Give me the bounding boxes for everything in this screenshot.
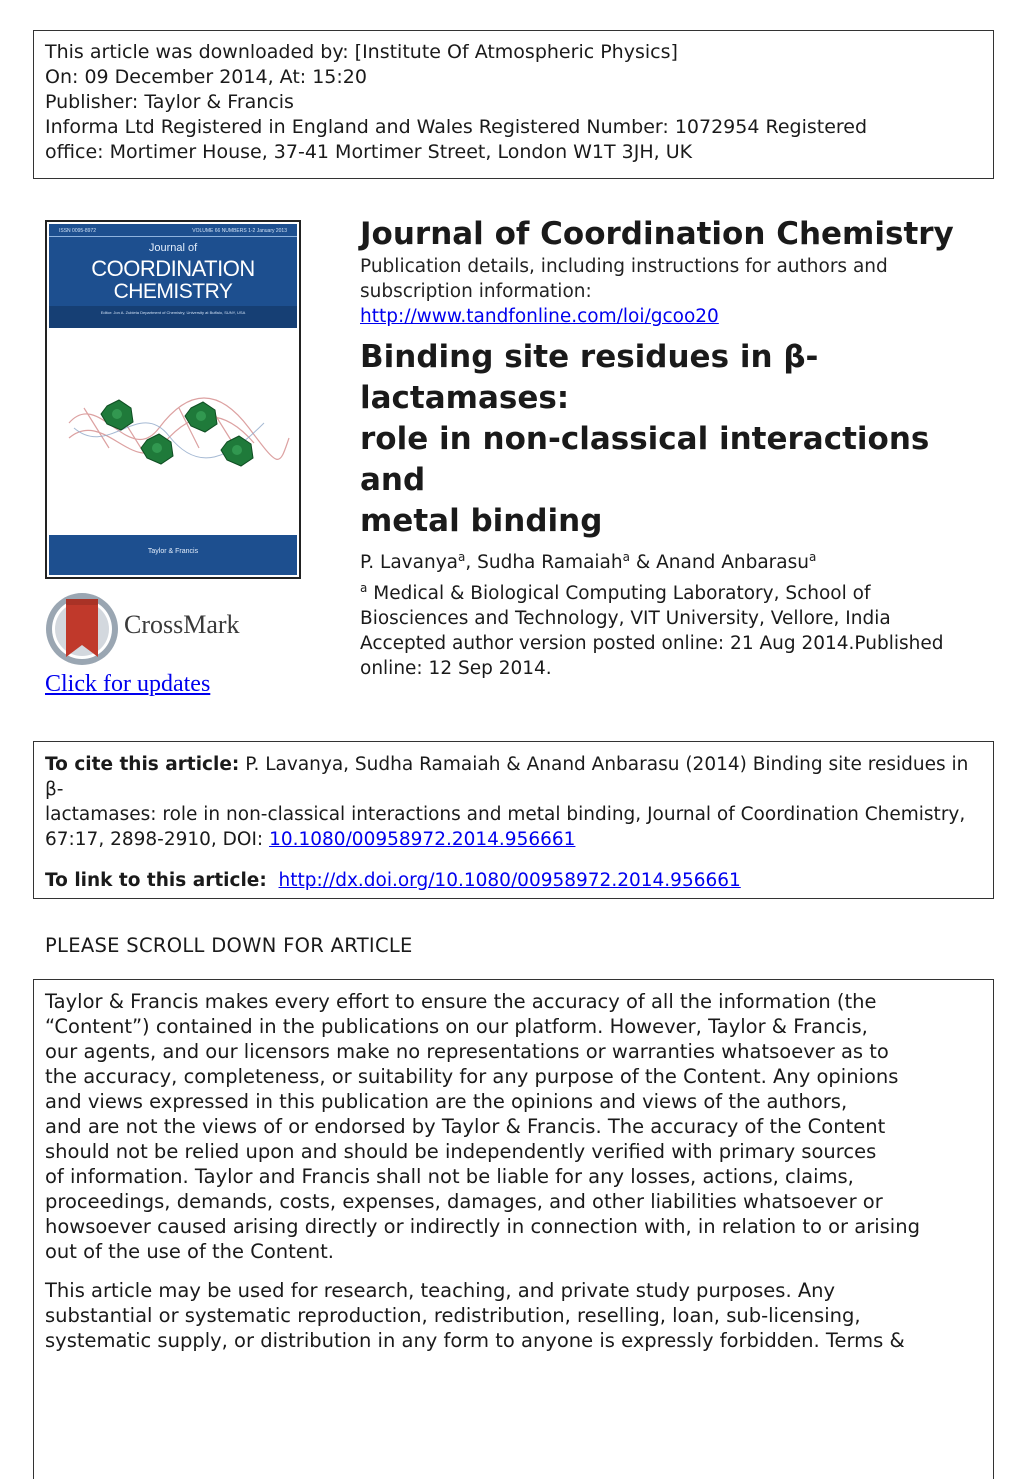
terms-line: the accuracy, completeness, or suitability for any purpose of the Content. Any opinions	[45, 1065, 899, 1088]
terms-line: should not be relied upon and should be independently verified with primary sources	[45, 1140, 877, 1163]
cover-title-line1: COORDINATION	[91, 256, 255, 281]
terms-line: of information. Taylor and Francis shall not be liable for any losses, actions, claims,	[45, 1165, 854, 1188]
terms-line: Taylor & Francis makes every effort to ensure the accuracy of all the information (the	[45, 990, 877, 1013]
article-title-line: role in non-classical interactions and	[360, 421, 930, 498]
link-label: To link to this article:	[45, 870, 267, 891]
download-notice-line: This article was downloaded by: [Institute Of Atmospheric Physics]	[45, 41, 678, 63]
terms-line: “Content”) contained in the publications on our platform. However, Taylor & Francis,	[45, 1015, 868, 1038]
cover-publisher-logo: Taylor & Francis	[147, 548, 199, 555]
doi-link[interactable]: 10.1080/00958972.2014.956661	[269, 829, 576, 850]
terms-line: howsoever caused arising directly or indirectly in connection with, in relation to or arising	[45, 1215, 920, 1238]
download-notice	[33, 30, 994, 179]
cite-text: lactamases: role in non-classical interactions and metal binding, Journal of Coordination Chemistry,	[45, 804, 966, 825]
affiliation-line: Biosciences and Technology, VIT University, Vellore, India	[360, 608, 891, 629]
terms-line: proceedings, demands, costs, expenses, damages, and other liabilities whatsoever or	[45, 1190, 883, 1213]
cover-header-band	[49, 224, 297, 328]
author-affiliation-mark: a	[809, 549, 817, 564]
cover-molecule-illustration	[49, 328, 297, 528]
terms-line: and views expressed in this publication are the opinions and views of the authors,	[45, 1090, 848, 1113]
cover-issn: ISSN 0095-8972	[59, 228, 96, 234]
publication-dates: Accepted author version posted online: 21 Aug 2014.Published	[360, 633, 944, 654]
terms-line: our agents, and our licensors make no representations or warranties whatsoever as to	[45, 1040, 889, 1063]
journal-url-link[interactable]: http://www.tandfonline.com/loi/gcoo20	[360, 306, 719, 327]
cover-divider	[49, 236, 297, 237]
cover-journal-of: Journal of	[148, 242, 198, 254]
citation-box	[33, 741, 994, 899]
terms-line: This article may be used for research, teaching, and private study purposes. Any	[45, 1279, 836, 1302]
journal-cover-image	[45, 220, 301, 579]
publication-details: Publication details, including instructions for authors and	[360, 256, 888, 277]
article-permalink[interactable]: http://dx.doi.org/10.1080/00958972.2014.956661	[278, 870, 741, 891]
affiliation-line: Medical & Biological Computing Laboratory, School of	[367, 583, 871, 604]
author-name: P. Lavanya	[360, 552, 458, 573]
author-affiliation-mark: a	[457, 549, 466, 564]
download-notice-line: Publisher: Taylor & Francis	[45, 91, 294, 113]
cover-editor: Editor: Jon A. Zubieta Department of Chemistry, University at Buffalo, SUNY, USA	[100, 310, 246, 315]
cite-this-article	[45, 752, 982, 852]
article-title-line: metal binding	[360, 503, 603, 539]
cover-footer-band	[49, 535, 297, 575]
terms-paragraph	[45, 989, 982, 1264]
affiliation	[360, 581, 980, 681]
article-header	[360, 214, 980, 681]
cover-volume: VOLUME 66 NUMBERS 1-2 January 2013	[192, 228, 287, 234]
download-notice-line: office: Mortimer House, 37-41 Mortimer Street, London W1T 3JH, UK	[45, 141, 693, 163]
terms-and-conditions	[33, 979, 994, 1479]
link-to-article	[45, 868, 982, 893]
journal-title: Journal of Coordination Chemistry	[360, 216, 954, 252]
cite-text: 67:17, 2898-2910, DOI:	[45, 829, 270, 850]
terms-line: systematic supply, or distribution in any form to anyone is expressly forbidden. Terms &	[45, 1329, 905, 1352]
author-name: Sudha Ramaiah	[477, 552, 623, 573]
cite-label: To cite this article:	[45, 754, 240, 775]
publication-dates: online: 12 Sep 2014.	[360, 658, 552, 679]
publication-details: subscription information:	[360, 281, 592, 302]
author-separator: &	[629, 552, 657, 573]
click-for-updates-link[interactable]: Click for updates	[45, 671, 211, 697]
download-notice-line: On: 09 December 2014, At: 15:20	[45, 66, 367, 88]
affiliation-mark: a	[360, 580, 368, 595]
terms-line: and are not the views of or endorsed by Taylor & Francis. The accuracy of the Content	[45, 1115, 886, 1138]
cover-title-line2: CHEMISTRY	[113, 280, 233, 303]
download-notice-line: Informa Ltd Registered in England and Wales Registered Number: 1072954 Registered	[45, 116, 868, 138]
crossmark-icon[interactable]	[44, 591, 120, 667]
terms-paragraph	[45, 1278, 982, 1353]
author-list	[360, 550, 980, 575]
cite-text: P. Lavanya, Sudha Ramaiah & Anand Anbarasu (2014) Binding site residues in β-	[45, 754, 969, 800]
article-title	[360, 337, 980, 542]
crossmark-label: CrossMark	[124, 610, 240, 639]
author-separator: ,	[465, 552, 478, 573]
article-title-line: Binding site residues in β-lactamases:	[360, 339, 819, 416]
terms-line: substantial or systematic reproduction, redistribution, reselling, loan, sub-licensing,	[45, 1304, 861, 1327]
scroll-down-note: PLEASE SCROLL DOWN FOR ARTICLE	[45, 934, 413, 957]
author-affiliation-mark: a	[622, 549, 630, 564]
author-name: Anand Anbarasu	[656, 552, 809, 573]
terms-line: out of the use of the Content.	[45, 1240, 334, 1263]
